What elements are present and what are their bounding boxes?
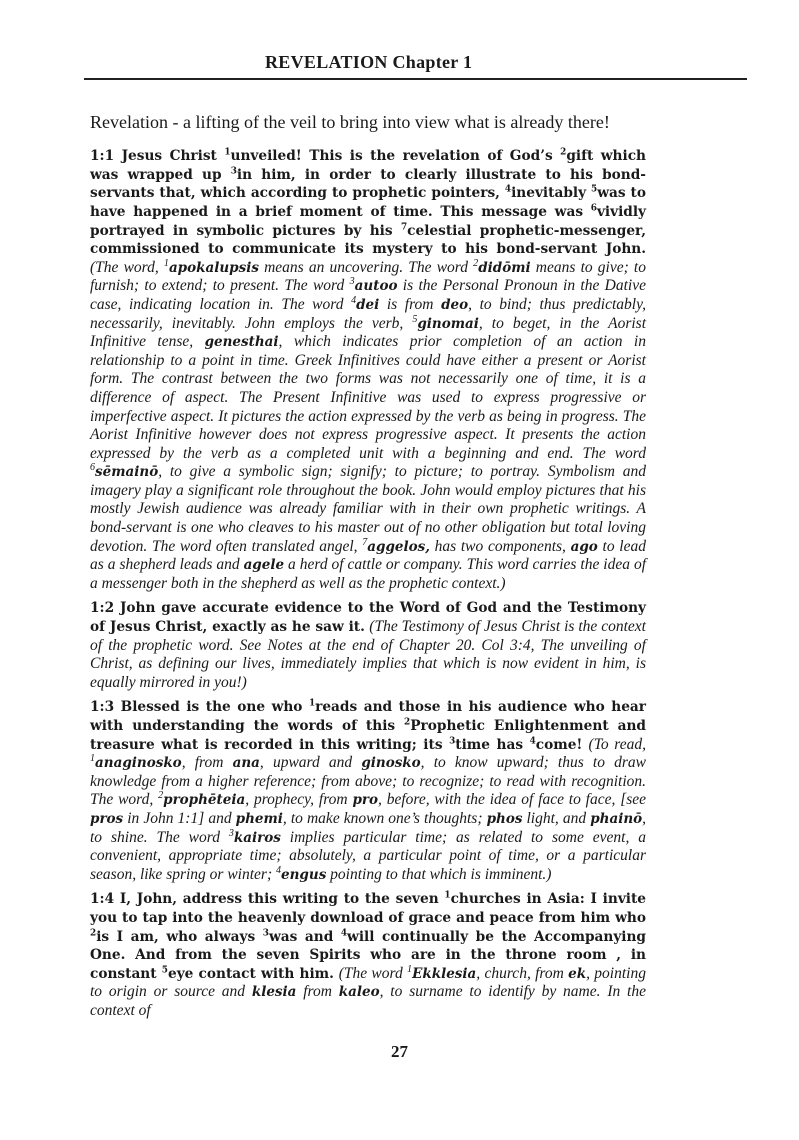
verse-segment: eye contact with him. (167, 965, 334, 982)
commentary-note (90, 259, 646, 592)
note-segment: , from (181, 754, 233, 772)
note-segment: a herd of cattle or company. This word carries the idea of a messenger both in the shepherd as well as the prophetic context.) (90, 556, 647, 592)
footnote-marker: 2 (404, 717, 411, 728)
verse-segment: Prophetic Enlightenment and treasure what is recorded in this writing; its (90, 718, 646, 753)
note-segment: means to give; to furnish; to extend; to present. The word (90, 258, 646, 295)
footnote-marker: 1 (163, 257, 169, 269)
verse-segment: come! (535, 736, 583, 753)
greek-term: kaleo (338, 984, 380, 1001)
footnote-marker: 6 (90, 462, 96, 474)
verse-paragraph (90, 147, 646, 593)
greek-term: prophēteia (163, 792, 246, 809)
footnote-marker: 1 (90, 753, 96, 765)
footnote-marker: 3 (349, 276, 355, 288)
commentary-note (90, 736, 646, 883)
header-divider (84, 78, 747, 80)
footnote-marker: 1 (308, 698, 316, 709)
verse-segment: in him, in order to clearly illustrate to his bond-servants that, which according to prophetic pointers, (90, 166, 646, 202)
note-segment: , to beget, in the Aorist Infinitive tense, (90, 314, 647, 351)
footnote-marker: 7 (400, 222, 408, 232)
footnote-marker: 1 (224, 147, 231, 158)
verse-text (90, 699, 646, 752)
note-segment: (The word (338, 964, 408, 982)
footnote-marker: 4 (504, 184, 512, 195)
verse-segment: was to have happened in a brief moment of time. This message was (90, 185, 646, 220)
note-segment: , to know upward; thus to draw knowledge from a higher reference; from above; to recognize; to read with recognition. The word, (90, 754, 646, 809)
note-segment: (The Testimony of Jesus Christ is the context of the prophetic word. See Notes at the end of Chapter 20. Col 3:4, The unveiling of Christ, as defining our lives, immediately implies that which is now evident in him, is equally mirrored in you!) (90, 618, 646, 691)
verse-paragraph (90, 599, 646, 692)
verse-segment: churches in Asia: I invite you to tap into the heavenly download of grace and peace from him who (90, 891, 647, 926)
footnote-marker: 5 (591, 184, 598, 195)
note-segment: , to bind; thus predictably, necessarily, inevitably. John employs the verb, (90, 295, 647, 332)
greek-term: ginosko (361, 755, 421, 772)
footnote-marker: 3 (262, 927, 269, 938)
note-segment: light, and (522, 809, 591, 827)
footnote-marker: 3 (230, 166, 237, 177)
verse-segment: is I am, who always (96, 928, 263, 945)
greek-term: apokalupsis (168, 259, 259, 276)
verse-segment: celestial prophetic-messenger, commissioned to communicate its mystery to his bond-servant John. (90, 222, 647, 258)
verse-paragraph (90, 698, 646, 884)
verse-segment: unveiled! This is the revelation of God’s (230, 148, 561, 165)
note-segment: , to give a symbolic sign; signify; to picture; to portray. Symbolism and imagery play a significant role throughout the book. John would employ pictures that his mostly Jewish audience was already familiar with in their own prophetic writings. A bond-servant is one who cleaves to his master out of no other obligation but total loving devotion. The word often translated angel, (90, 463, 646, 555)
verse-segment: 1:1 Jesus Christ (90, 148, 225, 165)
greek-term: klesia (251, 984, 297, 1001)
greek-term: genesthai (204, 334, 279, 351)
greek-term: engus (281, 866, 327, 883)
verse-segment: vividly portrayed in symbolic pictures by his (90, 203, 646, 239)
page-title: REVELATION Chapter 1 (265, 52, 473, 72)
note-segment: implies particular time; as related to some event, a convenient, appropriate time; absolutely, a particular point of time, or a particular season, like spring or winter; (90, 828, 646, 883)
footnote-marker: 5 (161, 965, 168, 976)
page-number: 27 (391, 1042, 408, 1061)
footnote-marker: 4 (340, 927, 348, 938)
verse-segment: 1:2 John gave accurate evidence to the Word of God and the Testimony of Jesus Christ, exactly as he saw it. (90, 600, 646, 636)
page-content (90, 110, 646, 1027)
verse-segment: time has (455, 736, 530, 753)
note-segment: , to surname to identify by name. In the context of (90, 983, 646, 1019)
verse-paragraph (90, 890, 646, 1020)
note-segment: means an uncovering. The word (258, 258, 474, 276)
note-segment: has two components, (429, 537, 571, 555)
footnote-marker: 3 (228, 827, 234, 839)
footnote-marker: 1 (444, 890, 451, 901)
footnote-marker: 5 (412, 313, 418, 325)
verse-segment: 1:3 Blessed is the one who (90, 699, 309, 716)
footnote-marker: 3 (449, 736, 456, 747)
footnote-marker: 2 (158, 790, 164, 802)
note-segment: in John 1:1] and (123, 809, 236, 827)
footnote-marker: 2 (560, 147, 567, 158)
greek-term: kairos (233, 829, 281, 846)
note-segment: to lead as a shepherd leads and (90, 537, 646, 574)
verse-segment: inevitably (511, 185, 592, 202)
greek-term: pro (352, 792, 378, 809)
greek-term: aggelos, (367, 538, 430, 555)
note-segment: , prophecy, from (245, 791, 353, 809)
intro-line: Revelation - a lifting of the veil to bring into view what is already there! (90, 112, 610, 132)
footnote-marker: 7 (362, 536, 368, 548)
verse-list (90, 147, 646, 1020)
footnote-marker: 4 (351, 294, 357, 306)
footnote-marker: 4 (529, 736, 536, 747)
footnote-marker: 6 (590, 203, 597, 214)
greek-term: ago (570, 538, 598, 555)
footnote-marker: 2 (90, 927, 97, 938)
greek-term: phainō (590, 810, 643, 827)
verse-segment: gift which was wrapped up (90, 148, 646, 183)
note-segment: (To read, (588, 735, 647, 753)
greek-term: dei (356, 296, 380, 313)
verse-segment: 1:4 I, John, address this writing to the seven (90, 891, 445, 908)
note-segment: , which indicates prior completion of an action in relationship to a point in time. Greek Infinitives could have either a present or Aorist form. The contrast between the two forms was not necessarily one of time, it is a difference of aspect. The Present Infinitive was used to express progressive or imperfective aspect. It pictures the action expressed by the verb as being in progress. The Aorist Infinitive however does not express progressive aspect. It presents the action expressed by the verb as a completed unit with a beginning and end. The word (90, 333, 646, 462)
greek-term: anaginosko (95, 755, 182, 772)
footnote-marker: 2 (473, 257, 479, 269)
verse-segment: will continually be the Accompanying One. And from the seven Spirits who are in the throne room , in constant (90, 928, 647, 982)
greek-term: autoo (354, 278, 398, 295)
greek-term: agele (243, 557, 285, 574)
greek-term: phos (486, 810, 523, 827)
greek-term: ana (232, 755, 260, 772)
note-segment: from (296, 983, 339, 1001)
footnote-marker: 1 (407, 963, 413, 975)
greek-term: phemi (235, 810, 283, 827)
greek-term: deo (441, 296, 469, 313)
note-segment: , upward and (259, 754, 362, 772)
greek-term: didōmi (478, 259, 531, 276)
greek-term: sēmainō (95, 464, 159, 481)
greek-term: ek (568, 965, 587, 982)
verse-segment: reads and those in his audience who hear with understanding the words of this (90, 699, 646, 734)
verse-text (90, 148, 646, 257)
note-segment: , to make known one’s thoughts; (282, 809, 487, 827)
note-segment: is the Personal Pronoun in the Dative case, indicating location in. The word (90, 277, 646, 313)
note-segment: , pointing to origin or source and (90, 964, 646, 1001)
note-segment: , before, with the idea of face to face, [see (378, 791, 647, 809)
note-segment: (The word, (90, 258, 164, 276)
greek-term: Ekklesia (412, 965, 477, 982)
greek-term: ginomai (417, 315, 479, 332)
note-segment: is from (379, 295, 442, 313)
verse-segment: was and (268, 928, 341, 945)
note-segment: pointing to that which is imminent.) (326, 865, 552, 883)
note-segment: , church, from (476, 964, 569, 982)
greek-term: pros (90, 810, 124, 827)
note-segment: , to shine. The word (90, 809, 647, 846)
footnote-marker: 4 (276, 864, 282, 876)
